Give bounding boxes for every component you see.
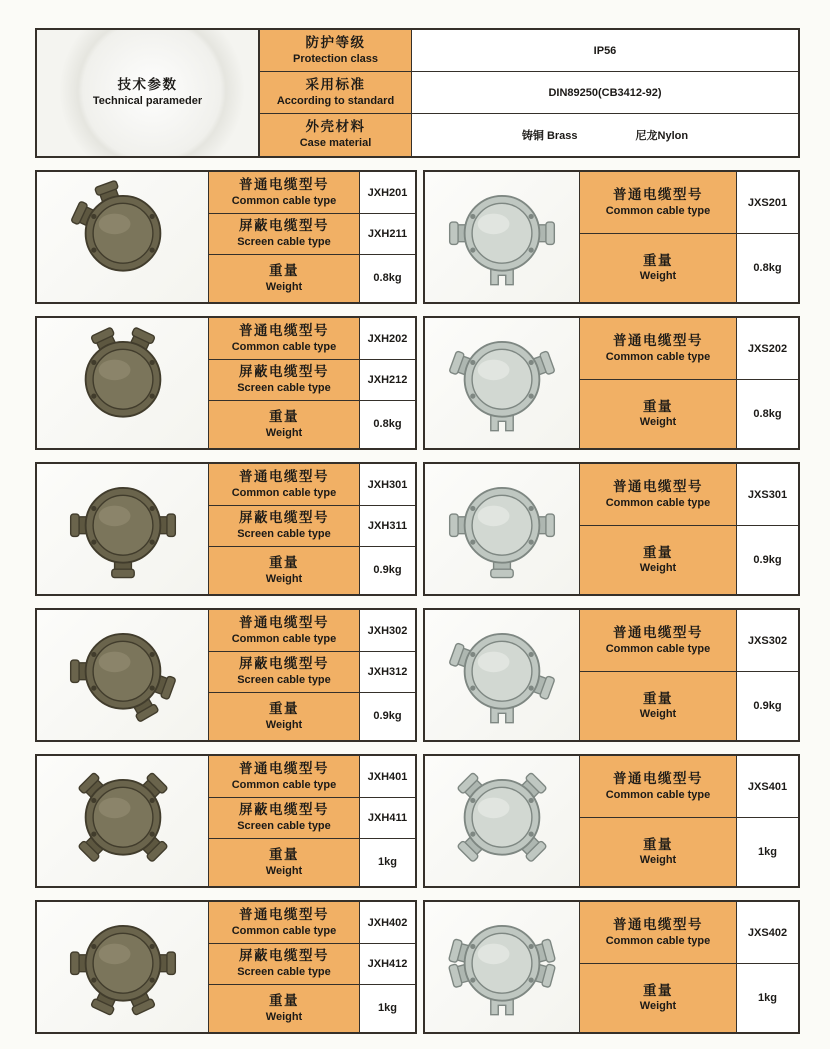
product-card-jxs <box>423 608 800 742</box>
technical-parameters-title-en: Technical parameder <box>92 95 203 108</box>
screen-cable-model: JXH412 <box>360 944 415 984</box>
product-card-jxs <box>423 462 800 596</box>
common-cable-type-label <box>209 902 360 944</box>
product-card-jxs <box>423 170 800 304</box>
case-material-value <box>412 114 798 156</box>
common-cable-type-label-zh: 普通电缆型号 <box>239 615 329 631</box>
weight-value: 0.8kg <box>753 262 782 275</box>
common-cable-type-label <box>580 318 737 380</box>
common-cable-type-label-en: Common cable type <box>605 788 711 801</box>
product-photo-cell-right <box>425 756 580 886</box>
junction-box-photo <box>426 179 578 295</box>
common-cable-type-label-en: Common cable type <box>605 934 711 947</box>
common-cable-type-label-en: Common cable type <box>231 925 337 938</box>
product-photo-cell-right <box>425 464 580 594</box>
protection-class-label-zh: 防护等级 <box>305 34 366 50</box>
weight-label-zh: 重量 <box>269 408 299 424</box>
product-card-jxs <box>423 316 800 450</box>
screen-cable-type-label-zh: 屏蔽电缆型号 <box>239 656 329 672</box>
common-cable-type-label-en: Common cable type <box>231 341 337 354</box>
weight-label-zh: 重量 <box>643 690 673 706</box>
product-photo-cell-right <box>425 902 580 1032</box>
technical-parameters-table <box>35 28 800 158</box>
weight-value: 1kg <box>758 992 777 1005</box>
product-row <box>35 462 800 596</box>
protection-class-value <box>412 30 798 72</box>
product-photo-cell-left <box>37 610 209 740</box>
weight-label-en: Weight <box>265 280 303 293</box>
weight-label-en: Weight <box>265 426 303 439</box>
junction-box-photo <box>426 909 578 1025</box>
weight-label-en: Weight <box>265 572 303 585</box>
protection-class-label-en: Protection class <box>293 52 378 65</box>
screen-cable-type-label-zh: 屏蔽电缆型号 <box>239 948 329 964</box>
screen-cable-model: JXH312 <box>360 652 415 692</box>
product-photo-cell-left <box>37 172 209 302</box>
weight-label-en: Weight <box>639 708 677 721</box>
common-cable-type-label <box>580 610 737 672</box>
weight-value: 0.9kg <box>373 564 402 577</box>
weight-value: 0.8kg <box>373 418 402 431</box>
junction-box-photo <box>426 763 578 879</box>
common-cable-type-label-zh: 普通电缆型号 <box>613 479 703 495</box>
common-cable-type-label <box>580 172 737 234</box>
junction-box-photo <box>426 617 578 733</box>
weight-label-zh: 重量 <box>643 252 673 268</box>
product-photo-cell-left <box>37 464 209 594</box>
product-card-jxh <box>35 608 417 742</box>
weight-value: 0.9kg <box>753 700 782 713</box>
weight-label-en: Weight <box>639 562 677 575</box>
common-cable-type-label-en: Common cable type <box>605 204 711 217</box>
technical-parameters-title-zh: 技术参数 <box>117 77 178 93</box>
common-cable-model: JXS201 <box>737 172 798 234</box>
junction-box-photo <box>47 179 199 295</box>
product-photo-cell-right <box>425 172 580 302</box>
common-cable-type-label-zh: 普通电缆型号 <box>239 907 329 923</box>
common-cable-type-label <box>580 464 737 526</box>
case-material-label-en: Case material <box>299 137 372 150</box>
weight-label-en: Weight <box>265 718 303 731</box>
common-cable-model: JXS301 <box>737 464 798 526</box>
weight-value: 0.9kg <box>373 710 402 723</box>
product-photo-cell-left <box>37 318 209 448</box>
weight-label-zh: 重量 <box>269 992 299 1008</box>
common-cable-model: JXH202 <box>360 318 415 360</box>
weight-label-zh: 重量 <box>269 700 299 716</box>
junction-box-photo <box>47 763 199 879</box>
screen-cable-type-label-zh: 屏蔽电缆型号 <box>239 218 329 234</box>
common-cable-type-label-en: Common cable type <box>605 496 711 509</box>
common-cable-model: JXS302 <box>737 610 798 672</box>
product-card-jxs <box>423 754 800 888</box>
weight-label-en: Weight <box>639 854 677 867</box>
weight-label <box>580 964 737 1032</box>
common-cable-type-label-zh: 普通电缆型号 <box>239 469 329 485</box>
common-cable-type-label <box>209 318 360 360</box>
common-cable-type-label-zh: 普通电缆型号 <box>239 323 329 339</box>
junction-box-photo <box>426 471 578 587</box>
product-row <box>35 316 800 450</box>
screen-cable-type-label-en: Screen cable type <box>237 528 331 541</box>
standard-value-text: DIN89250(CB3412-92) <box>548 86 662 99</box>
weight-label <box>209 693 360 740</box>
weight-label-en: Weight <box>639 1000 677 1013</box>
weight-label <box>580 818 737 886</box>
product-photo-cell-left <box>37 902 209 1032</box>
weight-label <box>209 255 360 302</box>
common-cable-type-label <box>580 756 737 818</box>
common-cable-type-label <box>209 756 360 798</box>
product-photo-cell-right <box>425 610 580 740</box>
junction-box-photo <box>426 325 578 441</box>
screen-cable-type-label-en: Screen cable type <box>237 966 331 979</box>
weight-label-en: Weight <box>639 270 677 283</box>
common-cable-type-label-zh: 普通电缆型号 <box>613 333 703 349</box>
standard-label-en: According to standard <box>276 94 395 107</box>
junction-box-photo <box>47 617 199 733</box>
screen-cable-model: JXH411 <box>360 798 415 838</box>
common-cable-type-label-zh: 普通电缆型号 <box>613 771 703 787</box>
common-cable-model: JXS402 <box>737 902 798 964</box>
weight-label-en: Weight <box>265 1010 303 1023</box>
weight-value: 0.8kg <box>753 408 782 421</box>
weight-label <box>580 234 737 302</box>
screen-cable-type-label-en: Screen cable type <box>237 820 331 833</box>
standard-value <box>412 72 798 114</box>
common-cable-type-label <box>209 464 360 506</box>
product-row <box>35 170 800 304</box>
screen-cable-model: JXH311 <box>360 506 415 546</box>
common-cable-type-label-en: Common cable type <box>231 633 337 646</box>
weight-label <box>209 401 360 448</box>
common-cable-model: JXS401 <box>737 756 798 818</box>
standard-label-zh: 采用标准 <box>305 76 366 92</box>
weight-label <box>209 839 360 886</box>
case-material-label-zh: 外壳材料 <box>305 119 366 135</box>
screen-cable-type-label <box>209 506 360 546</box>
screen-cable-type-label-en: Screen cable type <box>237 382 331 395</box>
technical-parameters-title-cell <box>37 30 260 156</box>
standard-label <box>260 72 412 114</box>
common-cable-type-label-en: Common cable type <box>605 642 711 655</box>
screen-cable-type-label <box>209 944 360 984</box>
product-card-jxh <box>35 754 417 888</box>
common-cable-model: JXH401 <box>360 756 415 798</box>
screen-cable-type-label-zh: 屏蔽电缆型号 <box>239 510 329 526</box>
product-card-jxs <box>423 900 800 1034</box>
weight-label-zh: 重量 <box>643 982 673 998</box>
protection-class-value-text: IP56 <box>593 44 617 57</box>
weight-label-zh: 重量 <box>269 262 299 278</box>
weight-label-zh: 重量 <box>643 398 673 414</box>
weight-label <box>209 547 360 594</box>
weight-label-en: Weight <box>639 416 677 429</box>
junction-box-photo <box>47 471 199 587</box>
product-row <box>35 608 800 742</box>
product-card-jxh <box>35 316 417 450</box>
weight-value: 0.8kg <box>373 272 402 285</box>
screen-cable-type-label <box>209 214 360 254</box>
weight-value: 1kg <box>758 846 777 859</box>
product-row <box>35 900 800 1034</box>
common-cable-model: JXS202 <box>737 318 798 380</box>
common-cable-model: JXH302 <box>360 610 415 652</box>
screen-cable-type-label-en: Screen cable type <box>237 674 331 687</box>
common-cable-type-label-zh: 普通电缆型号 <box>613 625 703 641</box>
weight-label-en: Weight <box>265 864 303 877</box>
screen-cable-type-label-en: Screen cable type <box>237 236 331 249</box>
weight-label-zh: 重量 <box>643 544 673 560</box>
junction-box-photo <box>47 325 199 441</box>
weight-value: 1kg <box>378 856 397 869</box>
common-cable-type-label-en: Common cable type <box>231 487 337 500</box>
product-card-jxh <box>35 462 417 596</box>
weight-label-zh: 重量 <box>643 836 673 852</box>
screen-cable-type-label <box>209 652 360 692</box>
product-card-jxh <box>35 170 417 304</box>
weight-label-zh: 重量 <box>269 846 299 862</box>
common-cable-type-label-en: Common cable type <box>605 350 711 363</box>
common-cable-type-label <box>580 902 737 964</box>
common-cable-type-label <box>209 172 360 214</box>
weight-value: 0.9kg <box>753 554 782 567</box>
common-cable-type-label-en: Common cable type <box>231 195 337 208</box>
screen-cable-type-label <box>209 798 360 838</box>
screen-cable-model: JXH212 <box>360 360 415 400</box>
common-cable-type-label-en: Common cable type <box>231 779 337 792</box>
weight-label <box>580 526 737 594</box>
product-row <box>35 754 800 888</box>
product-rows <box>35 170 800 1034</box>
weight-label-zh: 重量 <box>269 554 299 570</box>
screen-cable-model: JXH211 <box>360 214 415 254</box>
screen-cable-type-label <box>209 360 360 400</box>
product-photo-cell-left <box>37 756 209 886</box>
case-material-value-nylon: 尼龙Nylon <box>635 130 689 142</box>
case-material-value-brass: 铸铜 Brass <box>521 130 578 142</box>
common-cable-type-label-zh: 普通电缆型号 <box>239 177 329 193</box>
weight-label <box>580 380 737 448</box>
common-cable-type-label-zh: 普通电缆型号 <box>613 917 703 933</box>
common-cable-type-label <box>209 610 360 652</box>
case-material-label <box>260 114 412 156</box>
product-card-jxh <box>35 900 417 1034</box>
screen-cable-type-label-zh: 屏蔽电缆型号 <box>239 802 329 818</box>
common-cable-model: JXH402 <box>360 902 415 944</box>
common-cable-type-label-zh: 普通电缆型号 <box>613 187 703 203</box>
weight-label <box>580 672 737 740</box>
common-cable-type-label-zh: 普通电缆型号 <box>239 761 329 777</box>
protection-class-label <box>260 30 412 72</box>
common-cable-model: JXH301 <box>360 464 415 506</box>
junction-box-photo <box>47 909 199 1025</box>
weight-label <box>209 985 360 1032</box>
common-cable-model: JXH201 <box>360 172 415 214</box>
weight-value: 1kg <box>378 1002 397 1015</box>
screen-cable-type-label-zh: 屏蔽电缆型号 <box>239 364 329 380</box>
product-photo-cell-right <box>425 318 580 448</box>
